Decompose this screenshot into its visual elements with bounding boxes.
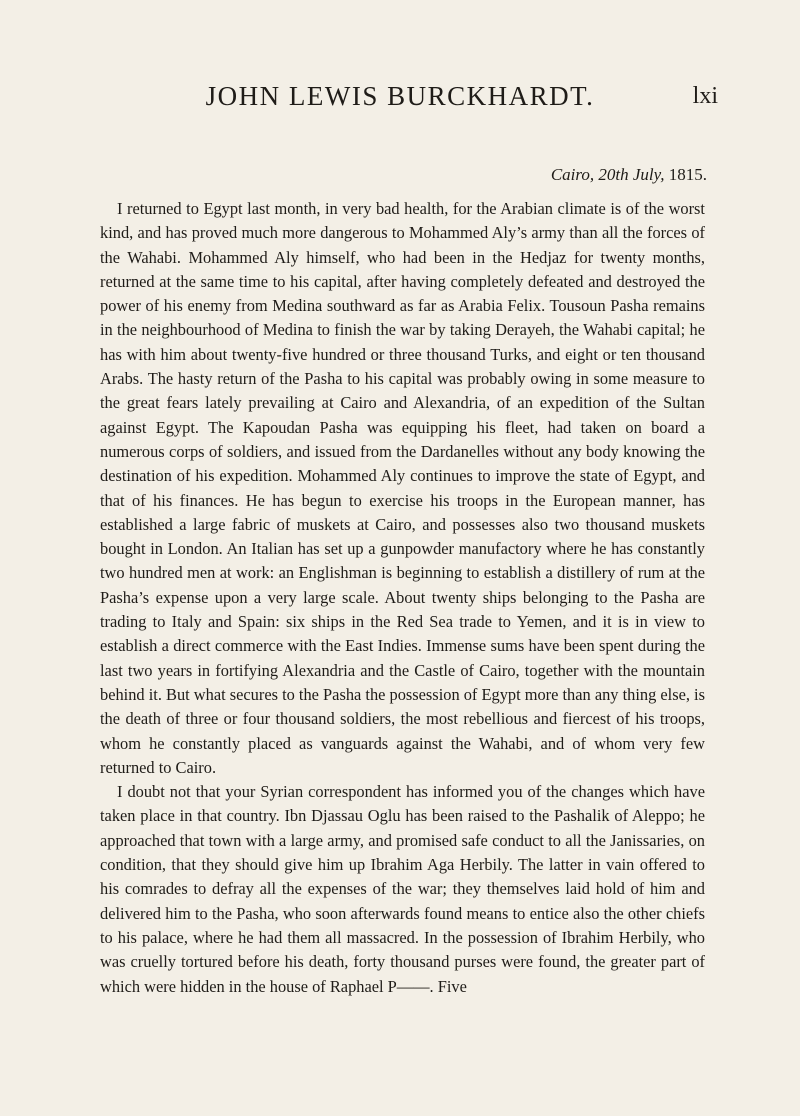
letter-date-year: 1815. (668, 165, 707, 184)
running-title: JOHN LEWIS BURCKHARDT. (205, 81, 595, 111)
running-head (0, 80, 800, 120)
letter-dateline (551, 164, 707, 186)
page-number: lxi (692, 83, 718, 109)
letter-body (100, 197, 705, 999)
letter-date-day: 20th (598, 165, 629, 184)
paragraph-2: I doubt not that your Syrian correspondent has informed you of the changes which have taken place in that country. Ibn Djassau Oglu has been raised to the Pashalik of Aleppo; he approached that town with a large army, and promised safe conduct to all the Janissaries, on condition, that they should give him up Ibrahim Aga Herbily. The latter in vain offered to his comrades to defray all the expenses of the war; they themselves laid hold of him and delivered him to the Pasha, who soon afterwards found means to entice also the other chiefs to his palace, where he had them all massacred. In the possession of Ibrahim Herbily, who was cruelly tortured before his death, forty thousand purses were found, the greater part of which were hidden in the house of Raphael P——. Five (100, 782, 705, 996)
paragraph-1: I returned to Egypt last month, in very bad health, for the Arabian climate is of the worst kind, and has proved much more dangerous to Mohammed Aly’s army than all the forces of the Wahabi. Mohammed Aly himself, who had been in the Hedjaz for twenty months, returned at the same time to his capital, after having completely defeated and destroyed the power of his enemy from Medina southward as far as Arabia Felix. Tousoun Pasha remains in the neighbourhood of Medina to finish the war by taking Derayeh, the Wahabi capital; he has with him about twenty-five hundred or three thousand Turks, and eight or ten thousand Arabs. The hasty return of the Pasha to his capital was probably owing in some measure to the great fears lately prevailing at Cairo and Alexandria, of an expedition of the Sultan against Egypt. The Kapoudan Pasha was equipping his fleet, had taken on board a numerous corps of soldiers, and issued from the Dardanelles without any body knowing the destination of his expedition. Mohammed Aly continues to improve the state of Egypt, and that of his finances. He has begun to exercise his troops in the European manner, has established a large fabric of muskets at Cairo, and possesses also two thousand muskets bought in London. An Italian has set up a gunpowder manufactory where he has constantly two hundred men at work: an Englishman is beginning to establish a distillery of rum at the Pasha’s expense upon a very large scale. About twenty ships belonging to the Pasha are trading to Italy and Spain: six ships in the Red Sea trade to Yemen, and it is in view to establish a direct commerce with the East Indies. Immense sums have been spent during the last two years in fortifying Alexandria and the Castle of Cairo, together with the mountain behind it. But what secures to the Pasha the possession of Egypt more than any thing else, is the death of three or four thousand soldiers, the most rebellious and fiercest of his troops, whom he constantly placed as vanguards against the Wahabi, and of whom very few returned to Cairo. (100, 199, 705, 777)
letter-place: Cairo, (550, 165, 595, 184)
letter-date-month: July, (632, 165, 665, 184)
